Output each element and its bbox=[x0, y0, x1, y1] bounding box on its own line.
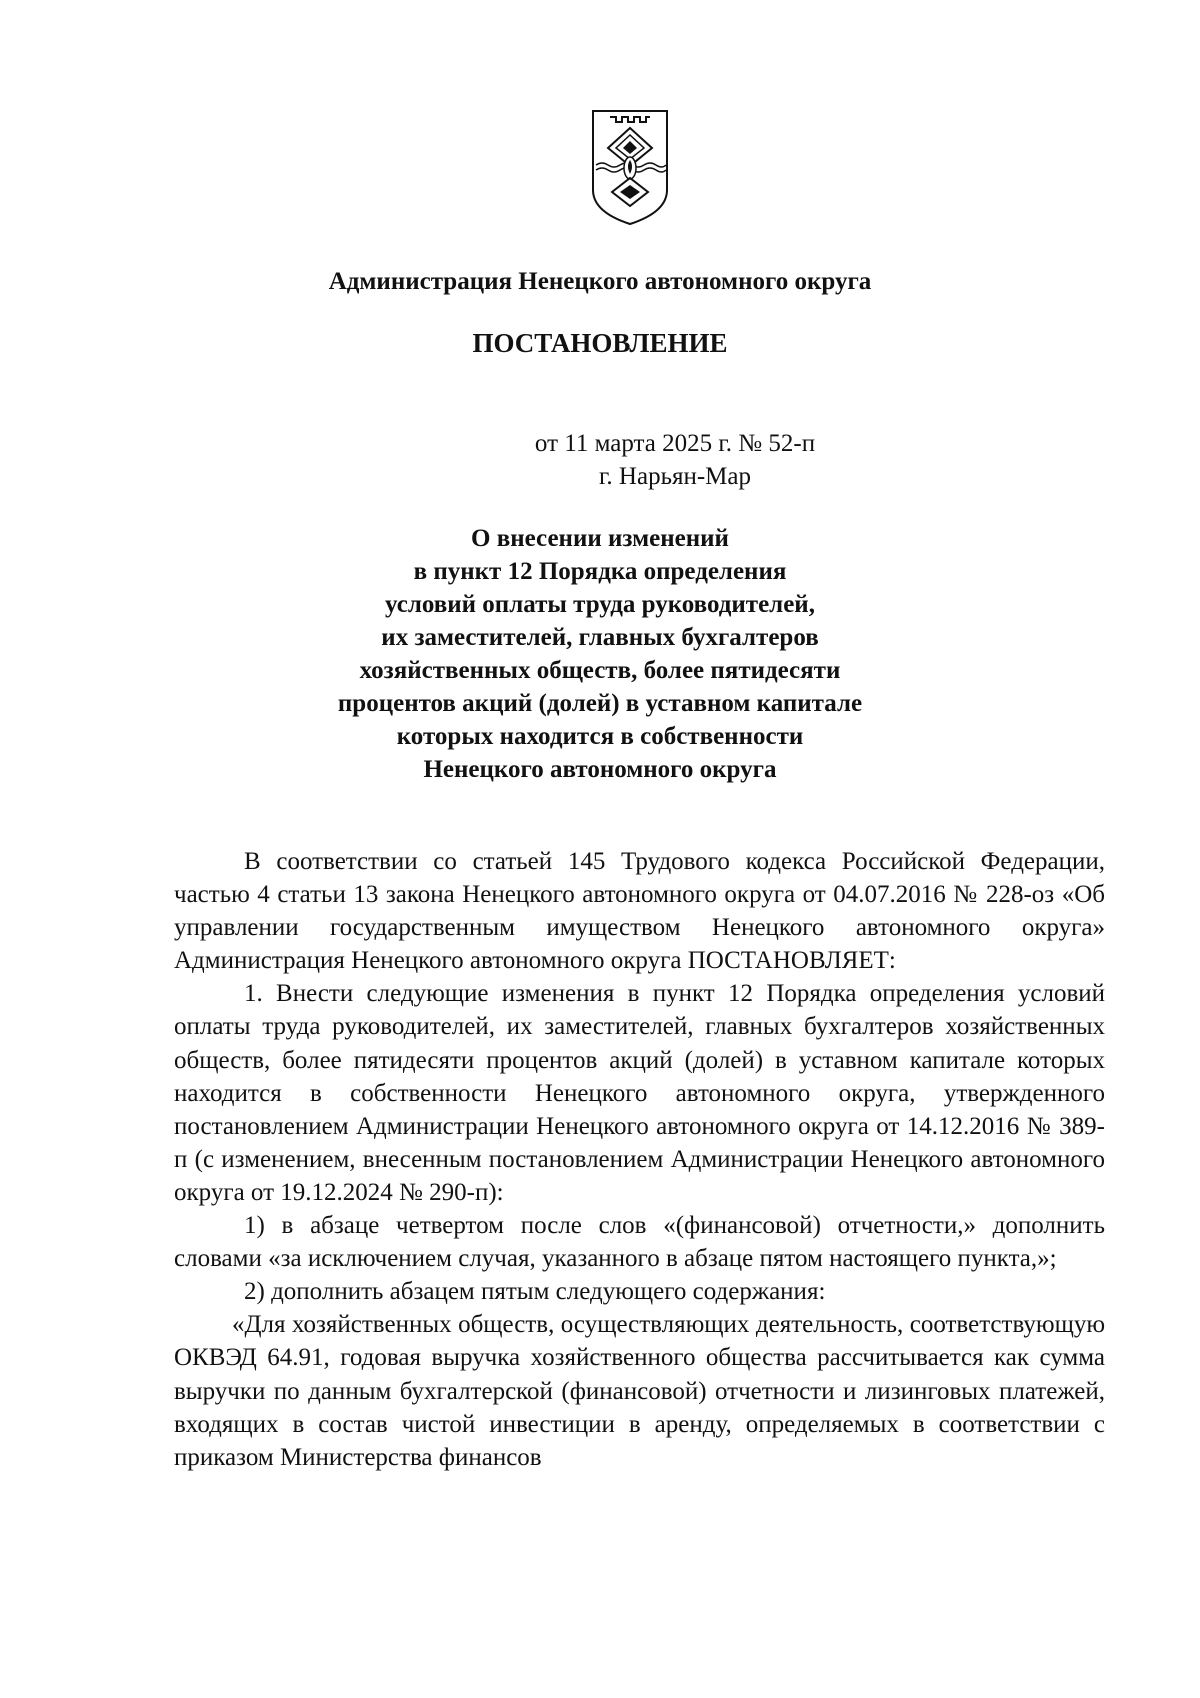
quoted-paragraph: «Для хозяйственных обществ, осуществляющих деятельность, соответствующую ОКВЭД 64.91, годовая выручка хозяйственного общества рассчитывается как сумма выручки по данным бухгалтерской (финансовой) отчетности и лизинговых платежей, входящих в состав чистой инвестиции в аренду, определяемых в соответствии с приказом Министерства финансов bbox=[174, 1311, 1105, 1471]
organization-title: Администрация Ненецкого автономного округа bbox=[328, 268, 872, 295]
document-subject bbox=[0, 522, 1200, 786]
document-type: ПОСТАНОВЛЕНИЕ bbox=[472, 328, 728, 358]
subject-line: условий оплаты труда руководителей, bbox=[385, 591, 815, 618]
preamble-paragraph: В соответствии со статьей 145 Трудового кодекса Российской Федерации, частью 4 статьи 13 закона Ненецкого автономного округа от 04.07.2016 № 228-оз «Об управлении государственным имуществом Ненецкого автономного округа» Администрация Ненецкого автономного округа ПОСТАНОВЛЯЕТ: bbox=[174, 848, 1105, 975]
subject-line: их заместителей, главных бухгалтеров bbox=[381, 624, 819, 651]
coat-of-arms-icon bbox=[590, 108, 670, 226]
date-and-number: от 11 марта 2025 г. № 52-п bbox=[534, 430, 816, 457]
date-block bbox=[0, 427, 1200, 493]
subclause-2-paragraph: 2) дополнить абзацем пятым следующего содержания: bbox=[244, 1278, 826, 1306]
document-body bbox=[174, 845, 1105, 1474]
subject-line: в пункт 12 Порядка определения bbox=[413, 558, 787, 585]
subject-line: процентов акций (долей) в уставном капитале bbox=[337, 690, 863, 717]
subject-line: Ненецкого автономного округа bbox=[423, 756, 777, 783]
subclause-1-paragraph: 1) в абзаце четвертом после слов «(финансовой) отчетности,» дополнить словами «за исключением случая, указанного в абзаце пятом настоящего пункта,»; bbox=[174, 1212, 1105, 1273]
subject-line: О внесении изменений bbox=[471, 525, 729, 552]
city: г. Нарьян-Мар bbox=[598, 463, 751, 490]
subject-line: хозяйственных обществ, более пятидесяти bbox=[359, 657, 841, 684]
clause-1-paragraph: 1. Внести следующие изменения в пункт 12 Порядка определения условий оплаты труда руководителей, их заместителей, главных бухгалтеров хозяйственных обществ, более пятидесяти процентов акций (долей) в уставном капитале которых находится в собственности Ненецкого автономного округа, утвержденного постановлением Администрации Ненецкого автономного округа от 14.12.2016 № 389-п (с изменением, внесенным постановлением Администрации Ненецкого автономного округа от 19.12.2024 № 290-п): bbox=[174, 980, 1105, 1206]
subject-line: которых находится в собственности bbox=[396, 723, 804, 750]
